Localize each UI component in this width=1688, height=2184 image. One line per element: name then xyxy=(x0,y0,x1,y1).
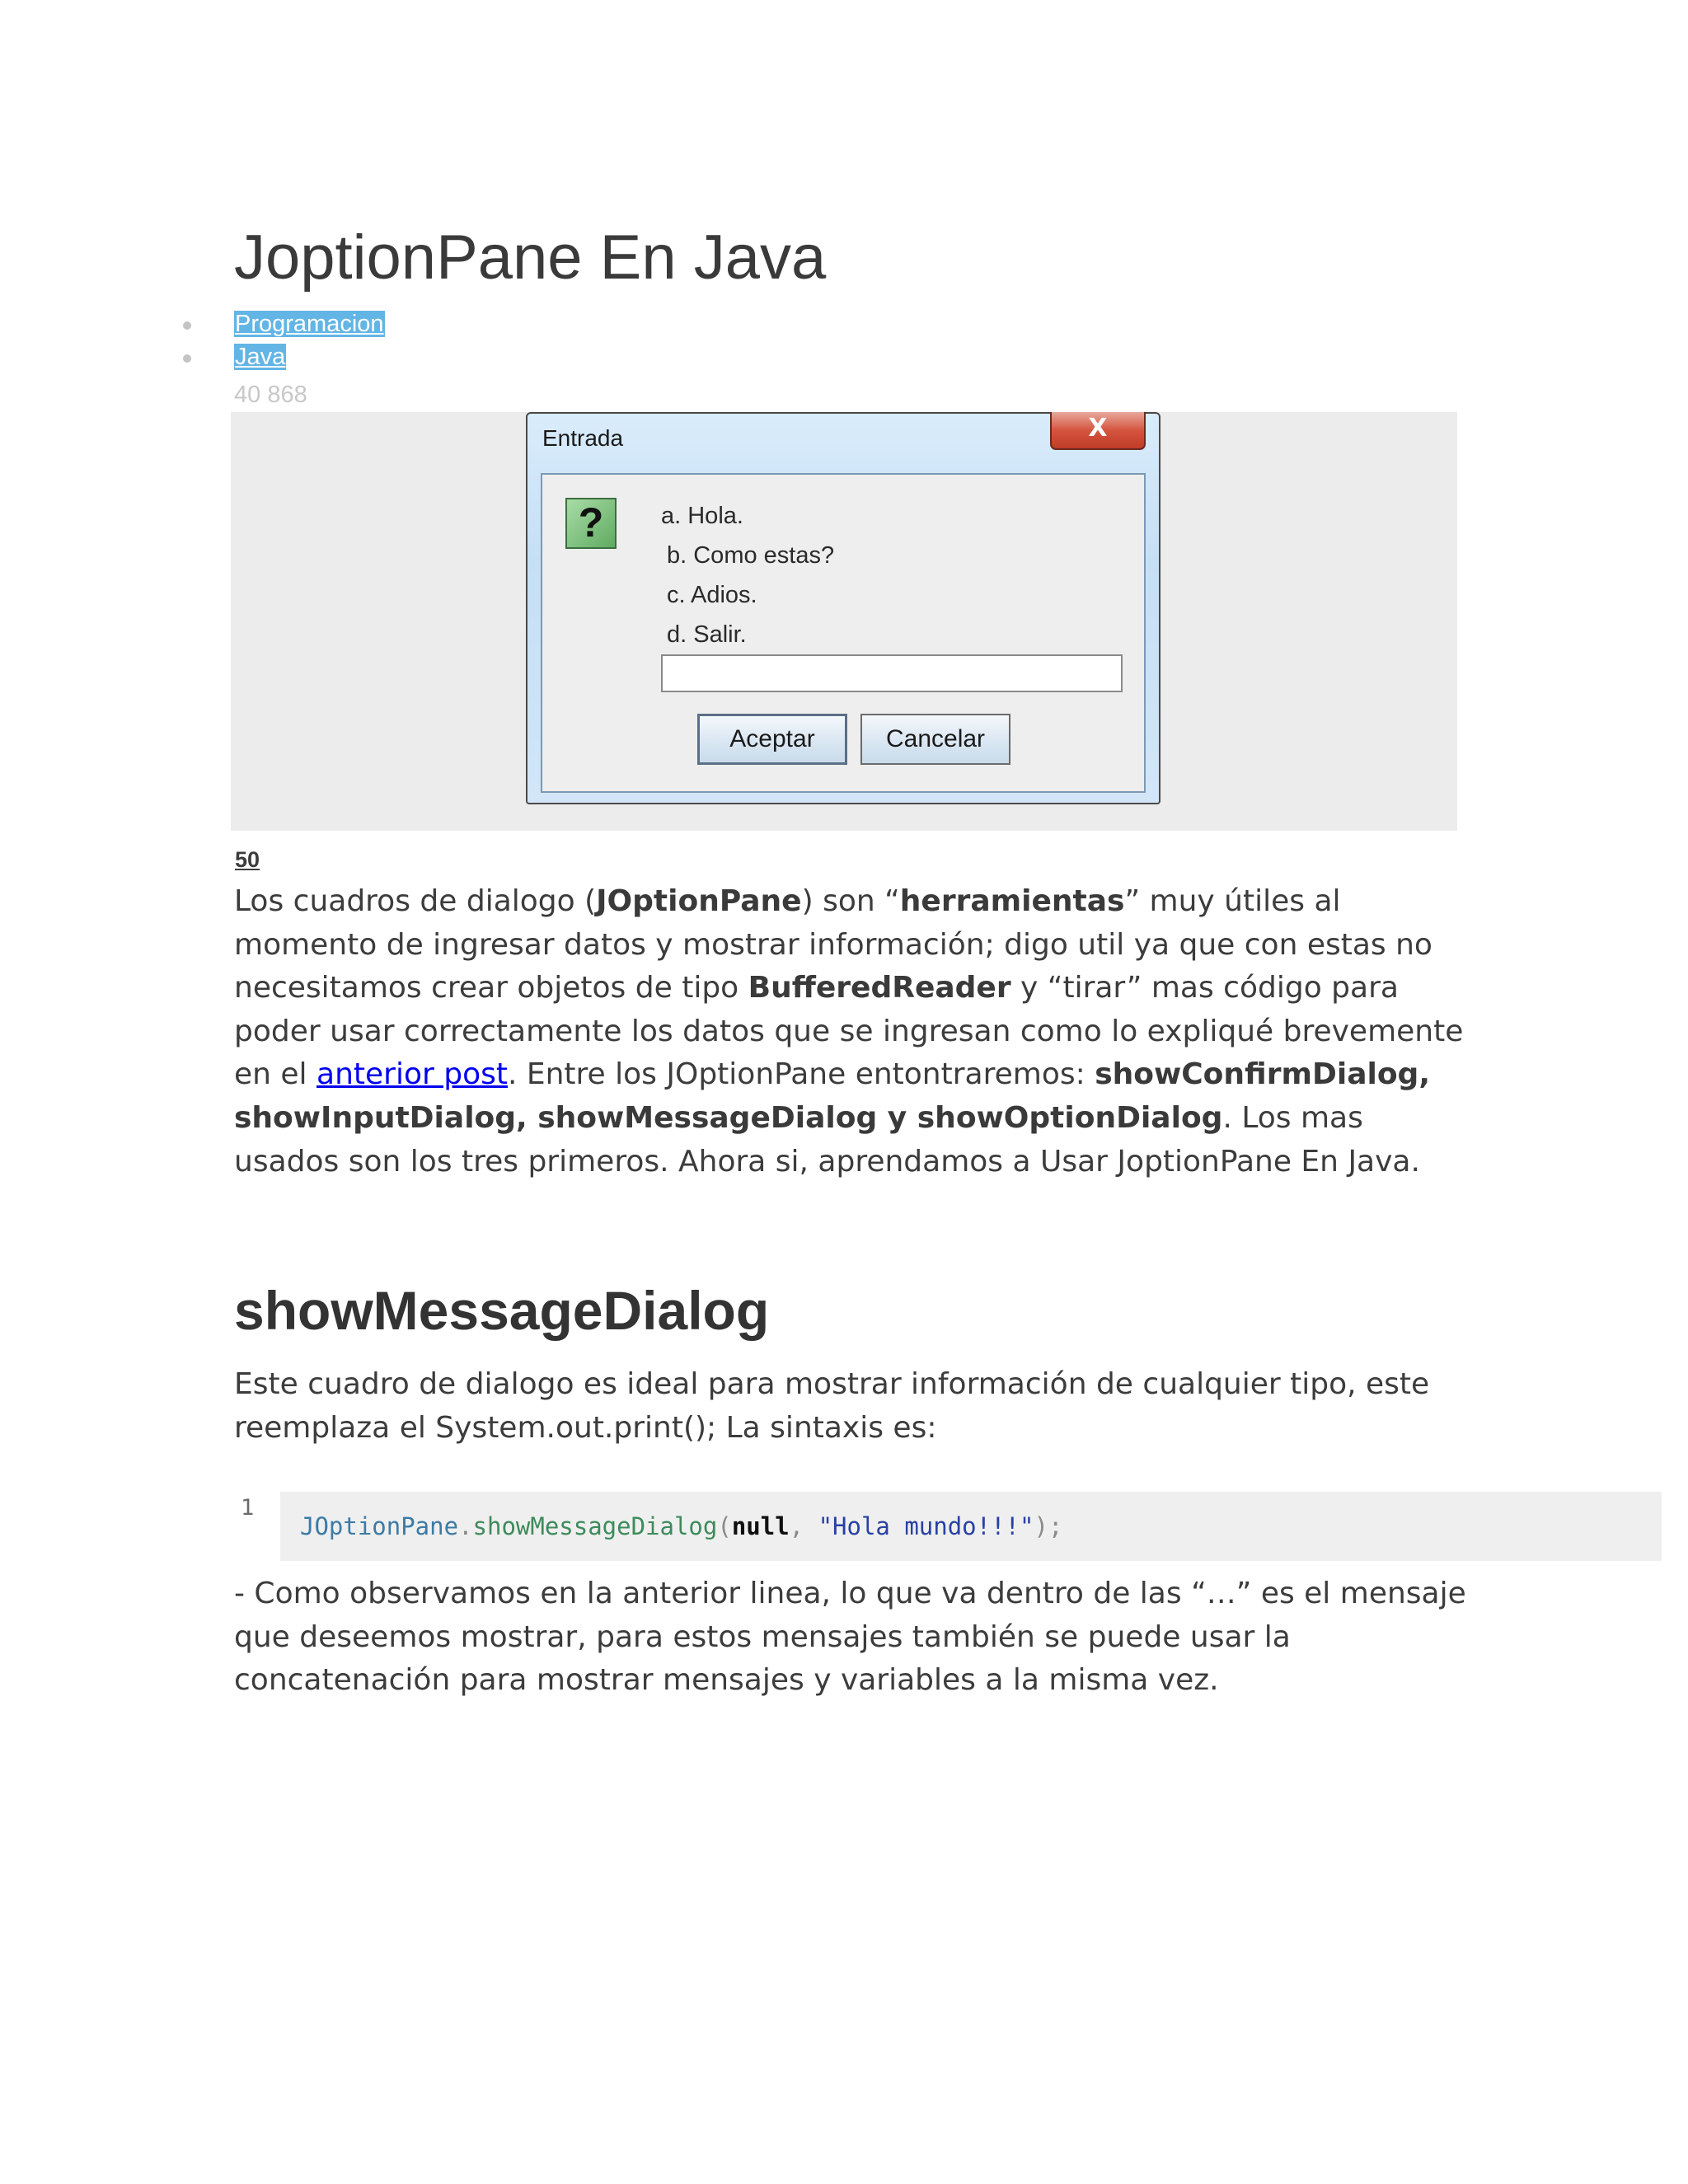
code-method: showMessageDialog xyxy=(472,1512,718,1540)
option-item: d. Salir. xyxy=(667,621,747,648)
share-counter[interactable]: 50 xyxy=(235,847,260,872)
question-icon: ? xyxy=(565,498,617,549)
option-item: a. Hola. xyxy=(661,503,743,529)
cancelar-button[interactable]: Cancelar xyxy=(860,714,1010,765)
code-punctuation: , xyxy=(789,1512,818,1540)
dialog-body xyxy=(541,473,1146,793)
tag-item xyxy=(234,310,385,343)
option-item: c. Adios. xyxy=(667,582,757,608)
section-note: - Como observamos en la anterior linea, lo que va dentro de las “…” es el mensaje que deseemos mostrar, para estos mensajes también se puede usar la concatenación para mostrar mensajes y variables a la misma vez. xyxy=(234,1577,1466,1698)
code-class: JOptionPane xyxy=(300,1512,459,1540)
intro-text: . Los mas usados son los tres primeros. Ahora si, aprendamos a Usar JoptionPane En Java. xyxy=(234,1100,1420,1179)
close-icon[interactable]: X xyxy=(1050,412,1146,450)
intro-bold-methods: showConfirmDialog, showInputDialog, showMessageDialog y showOptionDialog xyxy=(234,1057,1430,1135)
intro-bold-bufferedreader: BufferedReader xyxy=(748,971,1011,1005)
intro-bold-herramientas: herramientas xyxy=(899,884,1125,918)
code-block xyxy=(280,1492,1662,1561)
intro-text: Los cuadros de dialogo ( xyxy=(234,884,597,918)
intro-bold-joptionpane: JOptionPane xyxy=(596,884,802,918)
view-count: 40 868 xyxy=(234,382,307,408)
section-description: Este cuadro de dialogo es ideal para mostrar información de cualquier tipo, este reemplaza el System.out.print(); La sintaxis es: xyxy=(234,1367,1430,1445)
code-line-number: 1 xyxy=(241,1495,255,1521)
bullet-icon xyxy=(183,354,191,363)
option-item: b. Como estas? xyxy=(667,542,835,569)
tag-item xyxy=(234,343,385,376)
anterior-post-link[interactable]: anterior post xyxy=(316,1057,508,1092)
dialog-message xyxy=(661,496,834,654)
dialog-input-field[interactable] xyxy=(661,654,1123,692)
code-punctuation: ( xyxy=(717,1512,732,1540)
intro-text: y “tirar” mas código para poder usar correctamente los datos que se ingresan como lo expliqué brevemente en el xyxy=(234,971,1464,1092)
tag-link-programacion[interactable]: Programacion xyxy=(235,311,384,337)
article-title: JoptionPane En Java xyxy=(234,223,827,293)
intro-text: ) son “ xyxy=(801,884,900,918)
code-punctuation: ); xyxy=(1034,1512,1063,1540)
code-punctuation: . xyxy=(458,1512,473,1540)
tag-list xyxy=(234,310,385,376)
intro-text: . Entre los JOptionPane entontraremos: xyxy=(507,1057,1095,1092)
tag-link-java[interactable]: Java xyxy=(235,344,286,370)
code-string: "Hola mundo!!!" xyxy=(818,1512,1034,1540)
dialog-title: Entrada xyxy=(542,425,624,451)
intro-paragraph xyxy=(234,880,1467,1183)
bullet-icon xyxy=(183,321,191,330)
code-keyword: null xyxy=(731,1512,790,1540)
section-heading: showMessageDialog xyxy=(234,1280,770,1341)
input-dialog xyxy=(526,412,1160,804)
dialog-screenshot xyxy=(231,412,1457,831)
aceptar-button[interactable]: Aceptar xyxy=(697,714,847,765)
intro-text: ” muy útiles al momento de ingresar datos y mostrar información; digo util ya que con estas no necesitamos crear objetos de tipo xyxy=(234,884,1432,1005)
